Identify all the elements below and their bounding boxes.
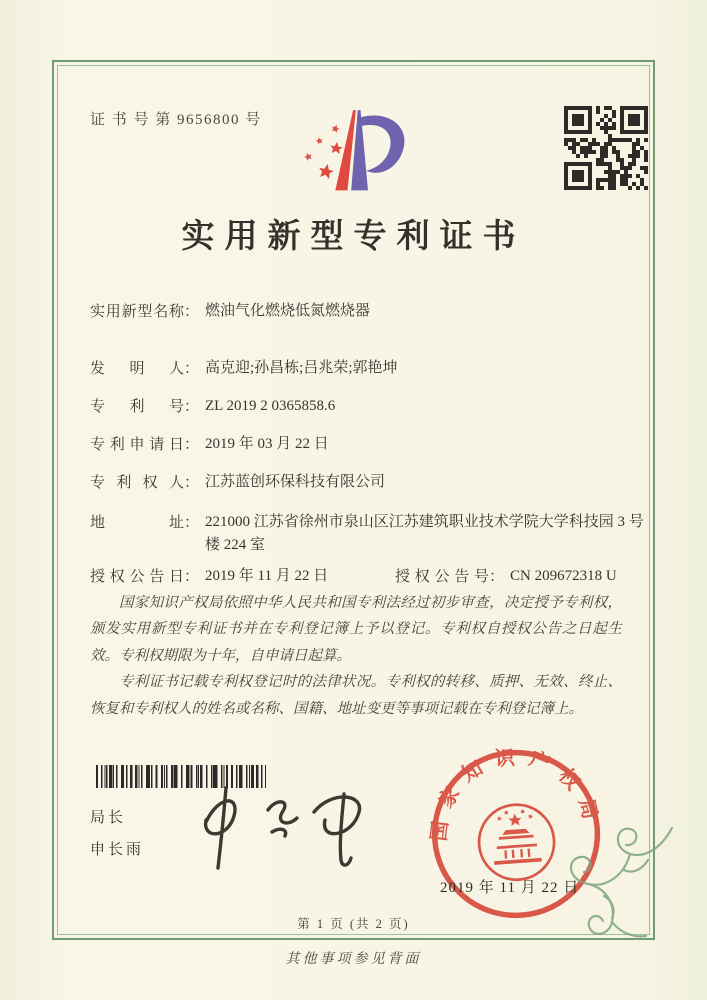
field-inventors: [90, 357, 398, 380]
grant-number-value: CN 209672318 U: [510, 568, 617, 584]
field-address: [90, 511, 653, 557]
cnipa-logo-icon: [284, 100, 424, 208]
field-colon: ：: [184, 437, 200, 453]
field-label: 专利申请日: [90, 437, 184, 453]
page-number: 第 1 页 (共 2 页): [297, 917, 410, 931]
field-label: 发明人: [90, 361, 184, 377]
legal-paragraph: 国家知识产权局依照中华人民共和国专利法经过初步审查，决定授予专利权，颁发实用新型专利证书并在专利登记簿上予以登记。专利权自授权公告之日起生效。专利权期限为十年，自申请日起算。: [90, 595, 622, 664]
field-value: ZL 2019 2 0365858.6: [205, 398, 336, 414]
grant-date-pair: [90, 565, 395, 588]
field-label: 专利权人: [90, 475, 184, 491]
field-grant-row: [90, 565, 617, 588]
field-value: 高克迎;孙昌栋;吕兆荣;郭艳坤: [205, 360, 398, 376]
field-label: 授权公告号: [395, 569, 489, 585]
footer-note: 其他事项参见背面: [285, 952, 422, 967]
field-label: 授权公告日: [90, 569, 184, 585]
field-label: 实用新型名称: [90, 304, 184, 320]
field-colon: ：: [184, 304, 200, 320]
qr-code-icon: [564, 106, 648, 190]
commissioner-title: 局长: [90, 809, 127, 826]
field-colon: ：: [184, 475, 200, 491]
field-value: 2019 年 03 月 22 日: [205, 436, 329, 452]
certificate-number: 证 书 号 第 9656800 号: [90, 112, 262, 128]
official-seal: [414, 732, 619, 937]
field-patentee: [90, 471, 385, 494]
field-colon: ：: [184, 515, 200, 531]
field-value: 燃油气化燃烧低氮燃烧器: [205, 303, 371, 319]
field-value: 221000 江苏省徐州市泉山区江苏建筑职业技术学院大学科技园 3 号楼 224 室: [205, 514, 644, 553]
seal-date: 2019 年 11 月 22 日: [440, 880, 580, 896]
field-utility-model-name: [90, 300, 370, 323]
field-colon: ：: [489, 569, 505, 585]
seal-text: 国家知识产权局: [428, 746, 604, 843]
field-application-date: [90, 433, 329, 456]
national-emblem-icon: [477, 802, 557, 882]
grant-number-pair: [395, 565, 617, 588]
certificate-frame: [52, 60, 655, 940]
field-colon: ：: [184, 361, 200, 377]
legal-text: [90, 590, 622, 722]
field-value: 江苏蓝创环保科技有限公司: [205, 474, 386, 490]
field-patent-number: [90, 395, 335, 418]
grant-date-value: 2019 年 11 月 22 日: [205, 568, 329, 584]
signature-icon: [172, 780, 402, 885]
legal-paragraph: 专利证书记载专利权登记时的法律状况。专利权的转移、质押、无效、终止、恢复和专利权人的姓名或名称、国籍、地址变更等事项记载在专利登记簿上。: [90, 674, 622, 717]
field-colon: ：: [184, 569, 200, 585]
field-label: 地址: [90, 515, 184, 531]
field-colon: ：: [184, 399, 200, 415]
field-label: 专利号: [90, 399, 184, 415]
commissioner-name: 申长雨: [90, 841, 145, 858]
certificate-title: 实用新型专利证书: [181, 219, 526, 255]
